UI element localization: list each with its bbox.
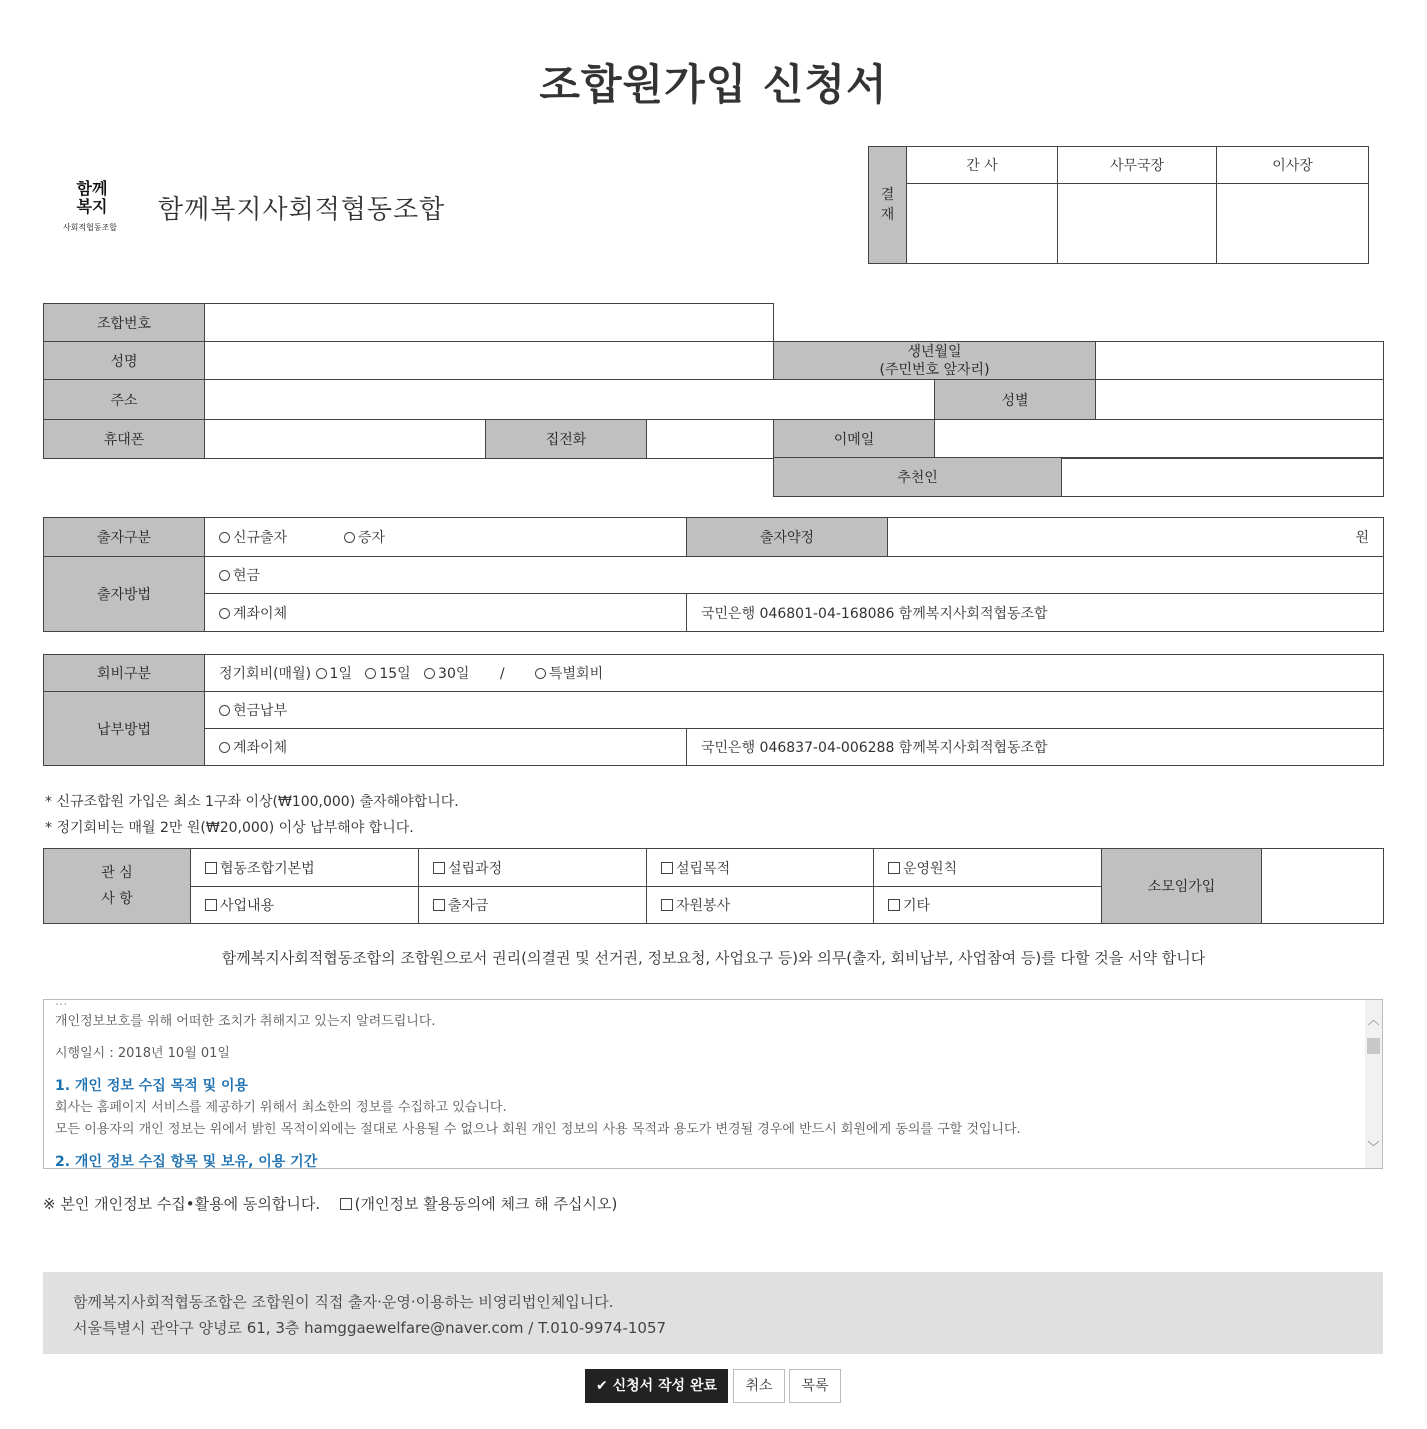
- terms-cut-line: ...: [55, 999, 68, 1009]
- checkbox-icon: [205, 862, 217, 874]
- logo-text-1: 함께: [76, 179, 108, 198]
- pledge-text: 함께복지사회적협동조합의 조합원으로서 권리(의결권 및 선거권, 정보요청, 사업요구 등)와 의무(출자, 회비납부, 사업참여 등)를 다할 것을 서약 합니다: [221, 949, 1206, 967]
- interest-checkbox-purpose[interactable]: [647, 849, 874, 887]
- dues-special-radio[interactable]: [535, 666, 603, 682]
- interests-label-1: 관 심: [101, 865, 133, 881]
- consent-checkbox[interactable]: [340, 1195, 618, 1213]
- list-button[interactable]: 목록: [789, 1369, 841, 1403]
- terms-section-1-p2: 모든 이용자의 개인 정보는 위에서 밝힌 목적이외에는 절대로 사용될 수 없으나 회원 개인 정보의 사용 목적과 용도가 변경될 경우에 반드시 회원에게 동의를 구할 것입니다.: [55, 1122, 1021, 1137]
- interest-checkbox-volunteer[interactable]: [647, 887, 874, 924]
- approval-side-1: 결: [880, 187, 895, 203]
- member-no-label: 조합번호: [44, 304, 205, 342]
- privacy-terms-box[interactable]: [43, 999, 1383, 1169]
- gender-input[interactable]: [1096, 380, 1384, 420]
- checkbox-icon: [888, 899, 900, 911]
- dues-separator: /: [499, 666, 505, 682]
- checkbox-icon: [433, 862, 445, 874]
- page-title: 조합원가입 신청서: [539, 60, 888, 109]
- approval-sign-2: [1058, 184, 1217, 264]
- pledge-label: 출자약정: [687, 518, 888, 557]
- investment-new-radio[interactable]: [219, 530, 287, 546]
- investment-transfer-radio[interactable]: [205, 594, 687, 632]
- checkbox-icon: [661, 899, 673, 911]
- dues-transfer-label: 계좌이체: [233, 740, 288, 756]
- address-input[interactable]: [205, 380, 935, 420]
- radio-icon: [316, 668, 327, 679]
- approval-sign-1: [907, 184, 1058, 264]
- terms-content: [55, 999, 1355, 1169]
- mobile-label: 휴대폰: [44, 420, 205, 459]
- investment-increase-label: 증자: [358, 530, 386, 546]
- scroll-thumb[interactable]: [1367, 1038, 1380, 1054]
- club-input[interactable]: [1262, 849, 1384, 924]
- recommender-input[interactable]: [1062, 458, 1384, 497]
- investment-new-label: 신규출자: [233, 530, 288, 546]
- interest-checkbox-fund[interactable]: [419, 887, 647, 924]
- dues-day-15-label: 15일: [379, 666, 411, 682]
- pledge-input[interactable]: [888, 518, 1384, 557]
- dues-bank-account: 국민은행 046837-04-006288 함께복지사회적협동조합: [687, 729, 1384, 766]
- mobile-input[interactable]: [205, 420, 486, 459]
- approval-side-2: 재: [880, 207, 895, 223]
- approval-col-3: 이사장: [1217, 147, 1369, 184]
- radio-icon: [365, 668, 376, 679]
- interest-label: 협동조합기본법: [220, 860, 315, 877]
- interest-label: 기타: [903, 898, 931, 914]
- radio-icon: [219, 742, 230, 753]
- checkbox-icon: [888, 862, 900, 874]
- dues-day-30-label: 30일: [438, 666, 470, 682]
- interest-label: 사업내용: [220, 898, 275, 914]
- org-name: 함께복지사회적협동조합: [158, 195, 446, 225]
- footer-line-2: 서울특별시 관악구 양녕로 61, 3층 hamggaewelfare@naver.com / T.010-9974-1057: [73, 1319, 667, 1337]
- dues-regular-label: 정기회비(매월): [219, 666, 312, 682]
- name-label: 성명: [44, 342, 205, 380]
- interest-label: 자원봉사: [676, 898, 731, 914]
- scroll-down-icon[interactable]: ﹀: [1367, 1140, 1380, 1154]
- dues-transfer-radio[interactable]: [205, 729, 687, 766]
- checkbox-icon: [340, 1198, 352, 1210]
- dues-cash-label: 현금납부: [233, 703, 288, 719]
- home-phone-input[interactable]: [647, 420, 774, 459]
- terms-effective-date: 시행일시 : 2018년 10월 01일: [55, 1046, 230, 1061]
- radio-icon: [219, 570, 230, 581]
- birth-label-1: 생년월일: [907, 343, 962, 360]
- terms-intro: 개인정보보호를 위해 어떠한 조치가 취해지고 있는지 알려드립니다.: [55, 1014, 436, 1029]
- terms-section-1-p1: 회사는 홈페이지 서비스를 제공하기 위해서 최소한의 정보를 수집하고 있습니다.: [55, 1100, 507, 1115]
- approval-table: [868, 146, 1369, 264]
- investment-cash-radio[interactable]: [205, 557, 1384, 594]
- terms-scrollbar[interactable]: [1365, 1000, 1382, 1168]
- interest-label: 설립목적: [676, 860, 731, 877]
- investment-table: [43, 517, 1384, 632]
- radio-icon: [424, 668, 435, 679]
- approval-col-2: 사무국장: [1058, 147, 1217, 184]
- investment-transfer-label: 계좌이체: [233, 605, 288, 622]
- interest-label: 설립과정: [448, 860, 503, 877]
- footer-line-1: 함께복지사회적협동조합은 조합원이 직접 출자·운영·이용하는 비영리법인체입니다.: [73, 1293, 614, 1311]
- interest-checkbox-business[interactable]: [191, 887, 419, 924]
- gender-label: 성별: [935, 380, 1096, 420]
- note-2: * 정기회비는 매월 2만 원(₩20,000) 이상 납부해야 합니다.: [45, 820, 414, 836]
- investment-type-options: [205, 518, 687, 557]
- logo-text-2: 복지: [76, 197, 108, 216]
- address-label: 주소: [44, 380, 205, 420]
- approval-side-label: [869, 147, 907, 264]
- investment-increase-radio[interactable]: [344, 530, 385, 546]
- checkbox-icon: [661, 862, 673, 874]
- dues-type-options: [205, 655, 1384, 692]
- interests-label-2: 사 항: [101, 891, 133, 907]
- dues-day-1-label: 1일: [329, 666, 352, 682]
- approval-col-1: 간 사: [907, 147, 1058, 184]
- consent-checkbox-label: (개인정보 활용동의에 체크 해 주십시오): [354, 1195, 618, 1213]
- dues-day-15-radio[interactable]: [365, 666, 410, 682]
- dues-type-label: 회비구분: [44, 655, 205, 692]
- checkbox-icon: [205, 899, 217, 911]
- approval-sign-3: [1217, 184, 1369, 264]
- dues-day-1-radio[interactable]: [316, 666, 352, 682]
- scroll-up-icon[interactable]: ︿: [1367, 1013, 1380, 1027]
- radio-icon: [219, 532, 230, 543]
- email-input[interactable]: [935, 420, 1384, 459]
- member-info-table: [43, 303, 1384, 459]
- investment-method-label: 출자방법: [44, 557, 205, 632]
- home-phone-label: 집전화: [486, 420, 647, 459]
- birth-input[interactable]: [1096, 342, 1384, 380]
- name-input[interactable]: [205, 342, 774, 380]
- consent-text: ※ 본인 개인정보 수집•활용에 동의합니다.: [43, 1195, 321, 1213]
- birth-label: [774, 342, 1096, 380]
- radio-icon: [219, 608, 230, 619]
- interests-label: [44, 849, 191, 924]
- terms-section-1-title: 1. 개인 정보 수집 목적 및 이용: [55, 1078, 249, 1094]
- email-label: 이메일: [774, 420, 935, 459]
- cancel-button[interactable]: 취소: [733, 1369, 785, 1403]
- investment-cash-label: 현금: [233, 568, 261, 584]
- dues-day-30-radio[interactable]: [424, 666, 469, 682]
- interest-checkbox-principle[interactable]: [874, 849, 1102, 887]
- consent-row: [43, 1193, 617, 1214]
- investment-bank-account: 국민은행 046801-04-168086 함께복지사회적협동조합: [687, 594, 1384, 632]
- investment-type-label: 출자구분: [44, 518, 205, 557]
- radio-icon: [219, 705, 230, 716]
- org-logo: [60, 180, 124, 233]
- radio-icon: [535, 668, 546, 679]
- interest-checkbox-law[interactable]: [191, 849, 419, 887]
- club-label: 소모임가입: [1102, 849, 1262, 924]
- member-no-input[interactable]: [205, 304, 774, 342]
- birth-label-2: (주민번호 앞자리): [879, 361, 990, 378]
- dues-method-label: 납부방법: [44, 692, 205, 766]
- recommender-label: 추천인: [774, 458, 1062, 497]
- interest-checkbox-process[interactable]: [419, 849, 647, 887]
- interest-label: 출자금: [448, 898, 489, 914]
- interest-checkbox-other[interactable]: [874, 887, 1102, 924]
- interests-table: [43, 848, 1384, 924]
- currency-unit: 원: [1355, 530, 1369, 546]
- submit-button[interactable]: ✔ 신청서 작성 완료: [585, 1369, 728, 1403]
- dues-cash-radio[interactable]: [205, 692, 1384, 729]
- footer-info: [43, 1272, 1383, 1354]
- recommender-table: [773, 457, 1384, 497]
- note-1: * 신규조합원 가입은 최소 1구좌 이상(₩100,000) 출자해야합니다.: [45, 794, 459, 810]
- dues-table: [43, 654, 1384, 766]
- interest-label: 운영원칙: [903, 860, 958, 877]
- terms-section-2-title: 2. 개인 정보 수집 항목 및 보유, 이용 기간: [55, 1154, 318, 1169]
- logo-subtext: 사회적협동조합: [62, 223, 118, 232]
- radio-icon: [344, 532, 355, 543]
- checkbox-icon: [433, 899, 445, 911]
- dues-special-label: 특별회비: [549, 666, 604, 682]
